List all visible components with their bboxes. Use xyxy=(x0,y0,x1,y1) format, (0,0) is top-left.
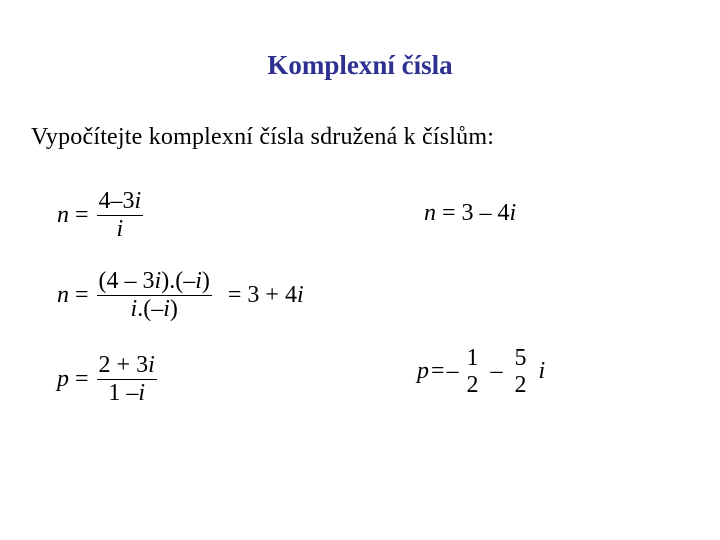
ans2-minus-1: – xyxy=(446,358,459,385)
ans1-variable: n xyxy=(424,200,436,226)
eq1-denominator: i xyxy=(116,215,124,242)
eq3-fraction xyxy=(97,352,157,407)
slide-subtitle: Vypočítejte komplexní čísla sdružená k číslům: xyxy=(31,124,495,150)
eq1-equals: = xyxy=(75,201,89,228)
eq1-numerator: 4–3i xyxy=(98,188,142,214)
ans2-denominator-1: 2 xyxy=(466,371,479,398)
ans2-fraction-2 xyxy=(513,345,529,399)
eq3-numerator: 2 + 3i xyxy=(98,352,155,378)
ans2-numerator-1: 1 xyxy=(466,345,479,371)
ans2-imaginary-unit: i xyxy=(538,358,546,385)
ans1-value: 3 – 4i xyxy=(461,200,517,226)
ans2-numerator-2: 5 xyxy=(514,345,527,371)
ans2-variable: p xyxy=(417,358,429,385)
eq2-equals: = xyxy=(75,281,89,308)
equation-2 xyxy=(57,268,304,323)
equation-3 xyxy=(57,352,159,407)
ans2-equals: = xyxy=(431,358,445,385)
ans2-fraction-1 xyxy=(465,345,481,399)
eq2-fraction xyxy=(97,268,212,323)
ans2-minus-2: – xyxy=(490,358,503,385)
slide-title: Komplexní čísla xyxy=(267,50,453,80)
eq3-denominator: 1 –i xyxy=(108,379,145,406)
ans2-denominator-2: 2 xyxy=(514,371,527,398)
eq2-variable: n xyxy=(57,281,69,308)
eq1-variable: n xyxy=(57,201,69,228)
eq2-numerator: (4 – 3i).(–i) xyxy=(98,268,210,294)
eq1-fraction xyxy=(97,188,144,243)
eq2-denominator: i.(–i) xyxy=(130,295,178,322)
answer-1 xyxy=(424,200,516,227)
equation-1 xyxy=(57,188,145,243)
eq2-result: 3 + 4i xyxy=(247,281,304,308)
eq2-equals-2: = xyxy=(227,281,242,308)
answer-2 xyxy=(417,345,545,399)
eq3-equals: = xyxy=(75,365,89,392)
eq3-variable: p xyxy=(57,365,69,392)
ans1-equals: = xyxy=(442,200,456,226)
